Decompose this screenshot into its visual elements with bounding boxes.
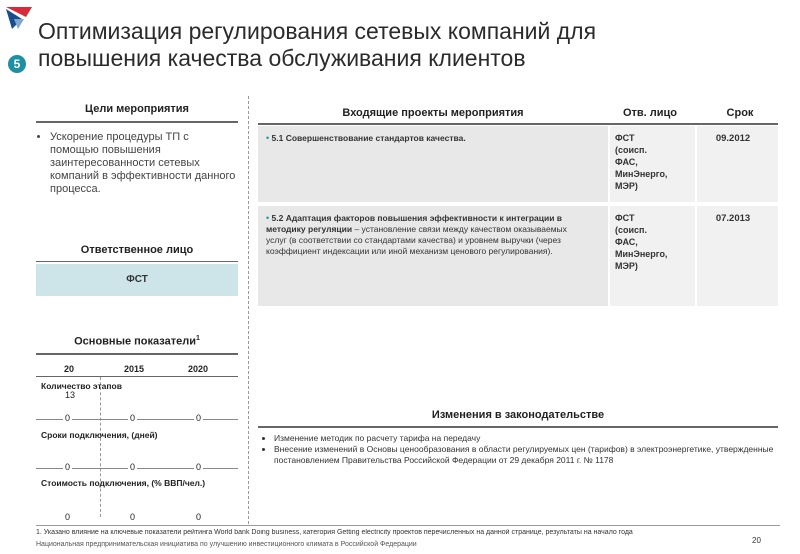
- indicator-value: 0: [130, 413, 136, 423]
- indicator-year: 2020: [188, 364, 209, 374]
- footer-rule: [36, 525, 780, 526]
- organization-name: Национальная предпринимательская инициатива по улучшению инвестиционного климата в Российской Федерации: [36, 541, 417, 548]
- indicator-year: 2015: [124, 364, 145, 374]
- indicator-value: 0: [130, 462, 136, 472]
- goals-list: [40, 131, 240, 196]
- goal-item: • Ускорение процедуры ТП с помощью повышения заинтересованности сетевых компаний в эффективности данного процесса.: [50, 131, 240, 196]
- legislation-item: • Внесение изменений в Основы ценообразования в области регулируемых цен (тарифов) в электроэнергетике, утвержденные постановлением Правительства Российской Федерации от 29 декабря 2011 г. № 1178: [274, 444, 782, 466]
- column-header-term: Срок: [726, 107, 754, 119]
- indicator-label: Стоимость подключения, (% ВВП/чел.): [41, 478, 206, 488]
- indicator-value: 0: [130, 512, 136, 522]
- legislation-item: • Изменение методик по расчету тарифа на передачу: [274, 433, 782, 444]
- indicator-value: 13: [65, 390, 76, 400]
- footnote: 1. Указано влияние на ключевые показатели рейтинга World bank Doing business, категория Getting electricity проектов перечисленных на данной странице, результаты на начало года: [36, 529, 633, 536]
- indicator-value: 0: [65, 512, 71, 522]
- project-title: • 5.1 Совершенствование стандартов качества.: [266, 133, 466, 143]
- project-responsible: ФСТ (соисп. ФАС, МинЭнерго, МЭР): [615, 213, 668, 271]
- goals-rule: [36, 121, 238, 123]
- indicator-value: 0: [65, 462, 71, 472]
- indicators-rule: [36, 353, 238, 355]
- project-term: 09.2012: [715, 133, 751, 144]
- legislation-heading: Изменения в законодательстве: [431, 409, 605, 421]
- page-number: 20: [752, 536, 761, 545]
- projects-rule: [258, 123, 778, 125]
- project-title: • 5.2 Адаптация факторов повышения эффективности к интеграции в методику регуляции – установление связи между качеством оказываемых услуг (в соответствии со стандартами качества) и уровнем выручки (через коэффициент индексации или иной механизм ценового регулирования).: [266, 213, 567, 256]
- indicator-header-rule: [36, 376, 238, 377]
- indicator-dash-line: [100, 377, 101, 517]
- project-responsible: ФСТ (соисп. ФАС, МинЭнерго, МЭР): [615, 133, 668, 191]
- column-divider: [248, 96, 249, 524]
- indicator-label: Сроки подключения, (дней): [41, 430, 158, 440]
- indicator-year: 20: [64, 364, 75, 374]
- responsible-heading: Ответственное лицо: [80, 244, 194, 256]
- indicators-heading: Основные показатели$^1$: [74, 335, 200, 348]
- legislation-list: [262, 433, 782, 466]
- project-term: 07.2013: [715, 213, 751, 224]
- responsible-rule: [36, 261, 238, 262]
- column-header-responsible: Отв. лицо: [622, 107, 678, 119]
- goals-heading: Цели мероприятия: [85, 103, 189, 115]
- responsible-value: ФСТ: [36, 264, 238, 296]
- indicator-value: 0: [196, 512, 202, 522]
- indicator-value: 0: [196, 462, 202, 472]
- legislation-rule: [258, 426, 778, 428]
- indicator-label: Количество этапов: [41, 381, 122, 391]
- indicator-value: 0: [65, 413, 71, 423]
- page-title: Оптимизация регулирования сетевых компаний для повышения качества обслуживания клиентов: [38, 18, 597, 71]
- indicator-value: 0: [196, 413, 202, 423]
- section-number-badge: 5: [8, 55, 26, 73]
- logo-icon: [4, 5, 34, 31]
- projects-heading: Входящие проекты мероприятия: [342, 107, 524, 119]
